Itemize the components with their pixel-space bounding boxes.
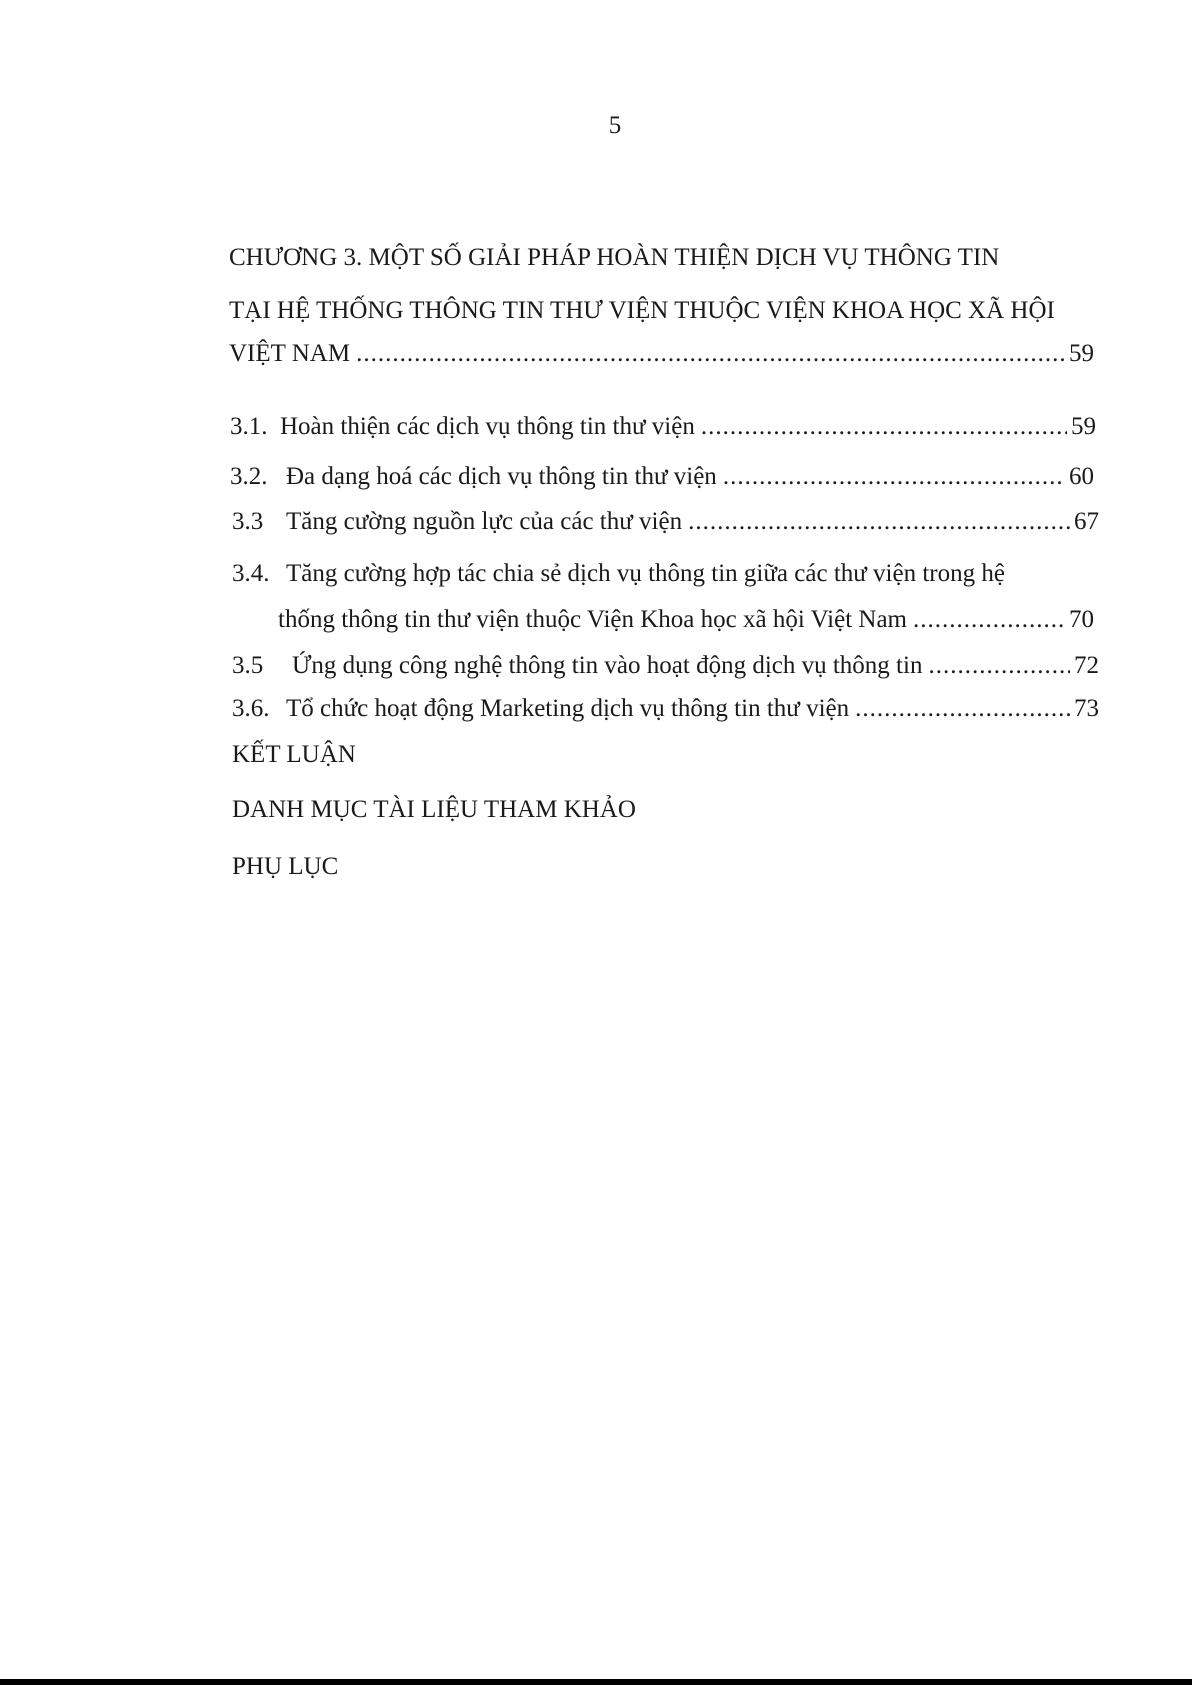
section-page-number: 60 bbox=[1069, 463, 1094, 490]
toc-entry-3-6[interactable] bbox=[232, 693, 1099, 725]
dot-leader bbox=[688, 506, 1070, 538]
section-page-number: 72 bbox=[1074, 652, 1099, 679]
toc-appendix[interactable]: PHỤ LỤC bbox=[232, 853, 339, 880]
section-number: 3.1. bbox=[230, 413, 268, 440]
section-title: Tổ chức hoạt động Marketing dịch vụ thông tin thư viện bbox=[286, 695, 850, 722]
dot-leader bbox=[701, 411, 1067, 443]
section-title: Ứng dụng công nghệ thông tin vào hoạt động dịch vụ thông tin bbox=[292, 652, 923, 679]
page-number: 5 bbox=[608, 112, 622, 139]
toc-entry-3-4-line-2[interactable] bbox=[278, 604, 1094, 636]
section-page-number: 70 bbox=[1069, 606, 1094, 633]
section-title: Tăng cường nguồn lực của các thư viện bbox=[286, 508, 683, 535]
dot-leader bbox=[913, 604, 1065, 636]
bottom-border bbox=[0, 1679, 1192, 1685]
section-number: 3.6. bbox=[232, 695, 270, 722]
dot-leader bbox=[356, 338, 1065, 370]
chapter-title-line-1: CHƯƠNG 3. MỘT SỐ GIẢI PHÁP HOÀN THIỆN DỊCH VỤ THÔNG TIN bbox=[229, 244, 1000, 271]
chapter-title-line-3[interactable] bbox=[229, 338, 1094, 370]
section-title: Đa dạng hoá các dịch vụ thông tin thư viện bbox=[286, 463, 717, 490]
section-number: 3.3 bbox=[232, 508, 264, 535]
toc-entry-3-4-line-1[interactable] bbox=[232, 558, 1005, 590]
section-title: Tăng cường hợp tác chia sẻ dịch vụ thông tin giữa các thư viện trong hệ bbox=[286, 560, 1005, 587]
chapter-title-line-2: TẠI HỆ THỐNG THÔNG TIN THƯ VIỆN THUỘC VIỆN KHOA HỌC XÃ HỘI bbox=[229, 297, 1055, 324]
section-page-number: 67 bbox=[1074, 508, 1099, 535]
toc-entry-3-5[interactable] bbox=[232, 650, 1099, 682]
toc-entry-3-2[interactable] bbox=[230, 461, 1094, 493]
section-number: 3.4. bbox=[232, 560, 270, 587]
chapter-page-number: 59 bbox=[1069, 340, 1094, 367]
section-number: 3.2. bbox=[230, 463, 268, 490]
dot-leader bbox=[928, 650, 1070, 682]
section-page-number: 59 bbox=[1071, 413, 1096, 440]
dot-leader bbox=[855, 693, 1070, 725]
chapter-title-text: VIỆT NAM bbox=[229, 340, 351, 367]
section-title: Hoàn thiện các dịch vụ thông tin thư viện bbox=[280, 413, 695, 440]
toc-conclusion[interactable]: KẾT LUẬN bbox=[232, 741, 356, 768]
section-title-continued: thống thông tin thư viện thuộc Viện Khoa học xã hội Việt Nam bbox=[278, 606, 907, 633]
toc-entry-3-3[interactable] bbox=[232, 506, 1099, 538]
toc-references[interactable]: DANH MỤC TÀI LIỆU THAM KHẢO bbox=[232, 796, 636, 823]
toc-entry-3-1[interactable] bbox=[230, 411, 1096, 443]
section-number: 3.5 bbox=[232, 652, 264, 679]
section-page-number: 73 bbox=[1074, 695, 1099, 722]
dot-leader bbox=[723, 461, 1065, 493]
